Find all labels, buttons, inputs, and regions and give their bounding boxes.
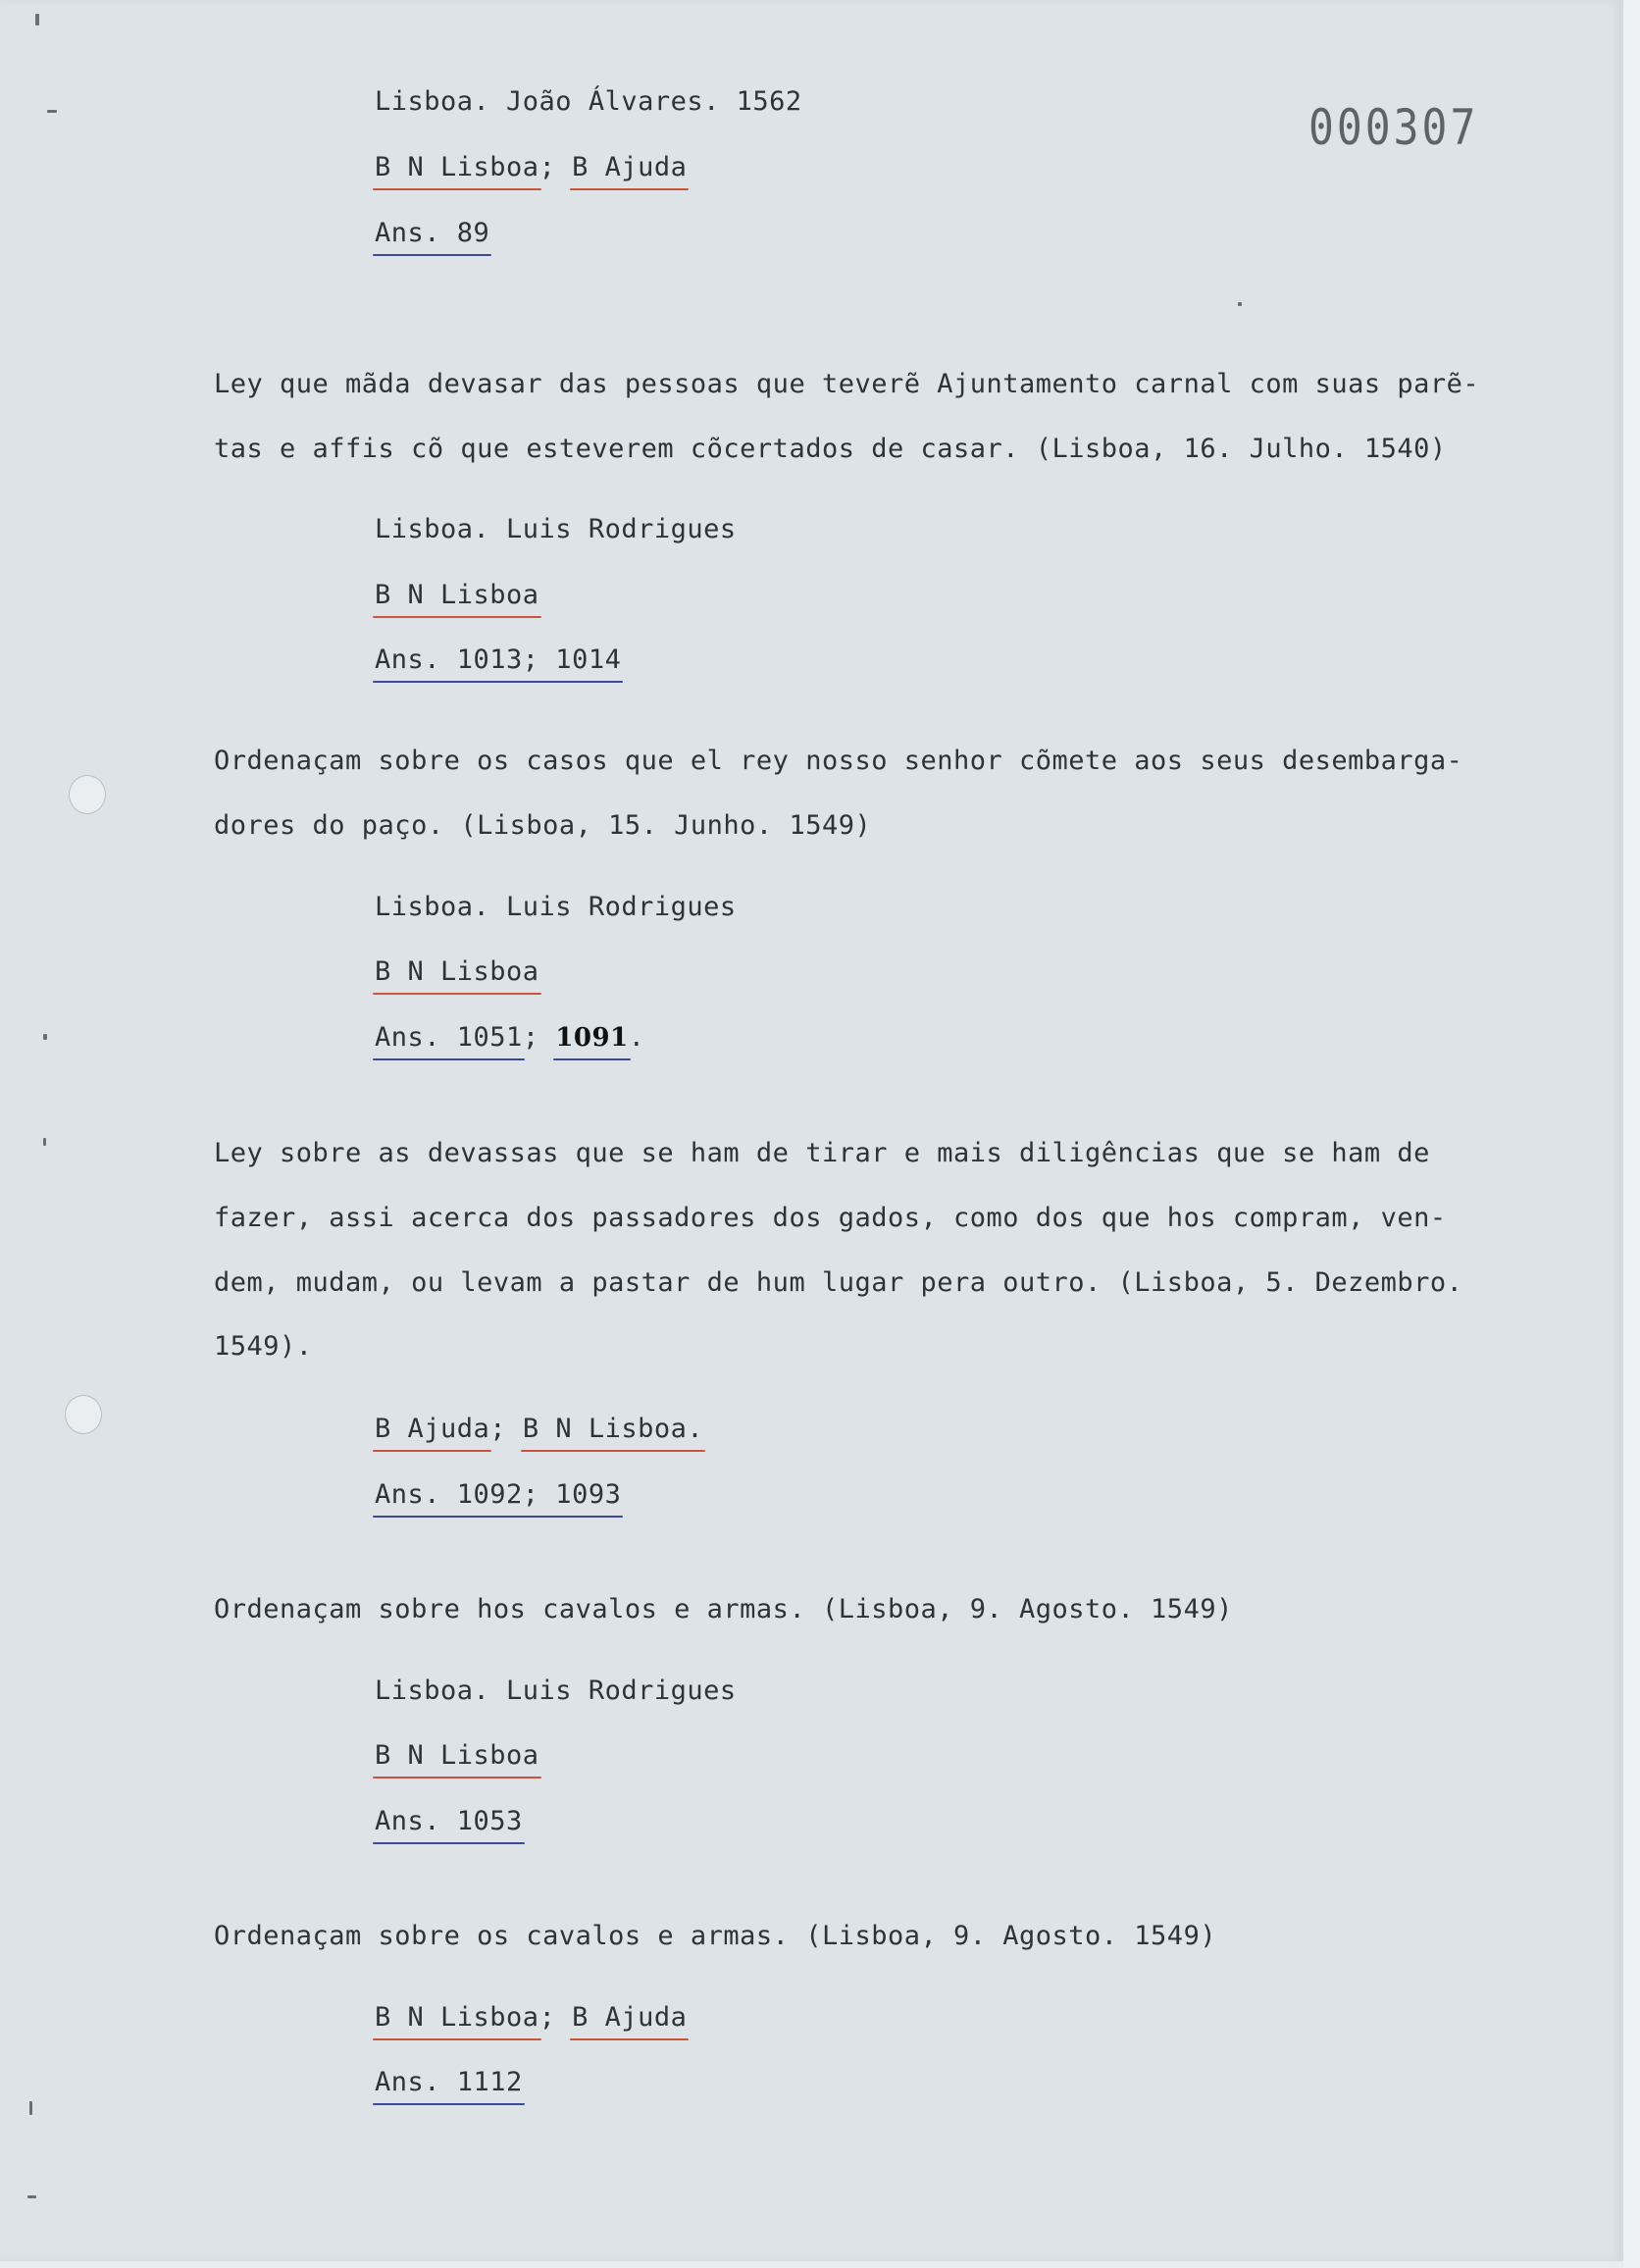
ans-ref: Ans. 1013; 1014: [375, 644, 622, 675]
title-line: dores do paço. (Lisboa, 15. Junho. 1549): [214, 810, 872, 841]
margin-mark: [35, 14, 39, 26]
title-line: Ordenaçam sobre os cavalos e armas. (Lisboa, 9. Agosto. 1549): [214, 1921, 1217, 1951]
libraries-line: [375, 152, 687, 182]
library-ref: B N Lisboa.: [522, 1414, 704, 1444]
punch-hole-bottom: [65, 1395, 102, 1434]
libraries-line: [375, 1740, 539, 1771]
separator: ;: [489, 1414, 523, 1444]
library-ref: B N Lisboa: [375, 152, 539, 182]
libraries-line: [375, 580, 539, 610]
printer-line: Lisboa. Luis Rodrigues: [375, 1675, 737, 1706]
margin-mark: [1238, 302, 1242, 306]
ans-line: [375, 644, 621, 675]
separator: ;: [522, 1022, 539, 1053]
library-ref: B N Lisboa: [375, 580, 539, 610]
ans-ref: Ans. 1053: [375, 1806, 523, 1836]
printer-line: Lisboa. Luis Rodrigues: [375, 514, 737, 544]
margin-mark: [43, 1034, 47, 1040]
ans-ref: Ans. 1092; 1093: [375, 1479, 622, 1510]
margin-mark: [47, 110, 57, 113]
stamp-number: 000307: [1308, 100, 1479, 157]
title-line: Ordenaçam sobre hos cavalos e armas. (Lisboa, 9. Agosto. 1549): [214, 1594, 1233, 1624]
ans-line: [375, 1479, 621, 1510]
separator: .: [628, 1022, 645, 1053]
title-line: Ordenaçam sobre os casos que el rey nosso senhor cõmete aos seus desembarga-: [214, 746, 1463, 776]
separator: ;: [538, 2002, 573, 2033]
title-line: 1549).: [214, 1331, 313, 1362]
title-line: Ley sobre as devassas que se ham de tirar e mais diligências que se ham de: [214, 1138, 1430, 1168]
libraries-line: [375, 956, 539, 987]
title-line: Ley que mãda devasar das pessoas que teverẽ Ajuntamento carnal com suas parẽ-: [214, 369, 1480, 399]
libraries-line: [375, 2002, 687, 2033]
ans-ref: Ans. 1051: [375, 1022, 523, 1053]
ans-ref: Ans. 89: [375, 218, 490, 248]
title-line: fazer, assi acerca dos passadores dos gados, como dos que hos compram, ven-: [214, 1203, 1447, 1233]
handwritten-ans: 1091: [555, 1023, 629, 1053]
ans-line: [375, 1022, 644, 1053]
punch-hole-top: [69, 775, 106, 814]
page-edge: [1623, 0, 1640, 2268]
library-ref: B Ajuda: [572, 152, 688, 182]
margin-mark: [43, 1138, 46, 1146]
ans-line: [375, 2067, 523, 2097]
margin-mark: [29, 2101, 32, 2115]
ans-line: [375, 218, 489, 248]
ans-line: [375, 1806, 523, 1836]
libraries-line: [375, 1414, 703, 1444]
title-line: tas e affis cõ que esteverem cõcertados de casar. (Lisboa, 16. Julho. 1540): [214, 434, 1447, 464]
library-ref: B N Lisboa: [375, 1740, 539, 1771]
printer-line: Lisboa. Luis Rodrigues: [375, 892, 737, 922]
library-ref: B Ajuda: [572, 2002, 688, 2033]
library-ref: B N Lisboa: [375, 2002, 539, 2033]
library-ref: B Ajuda: [375, 1414, 490, 1444]
margin-mark: [27, 2195, 36, 2198]
library-ref: B N Lisboa: [375, 956, 539, 987]
separator: ;: [538, 152, 573, 182]
printer-line: Lisboa. João Álvares. 1562: [375, 86, 802, 117]
ans-ref: Ans. 1112: [375, 2067, 523, 2097]
title-line: dem, mudam, ou levam a pastar de hum lugar pera outro. (Lisboa, 5. Dezembro.: [214, 1267, 1463, 1298]
